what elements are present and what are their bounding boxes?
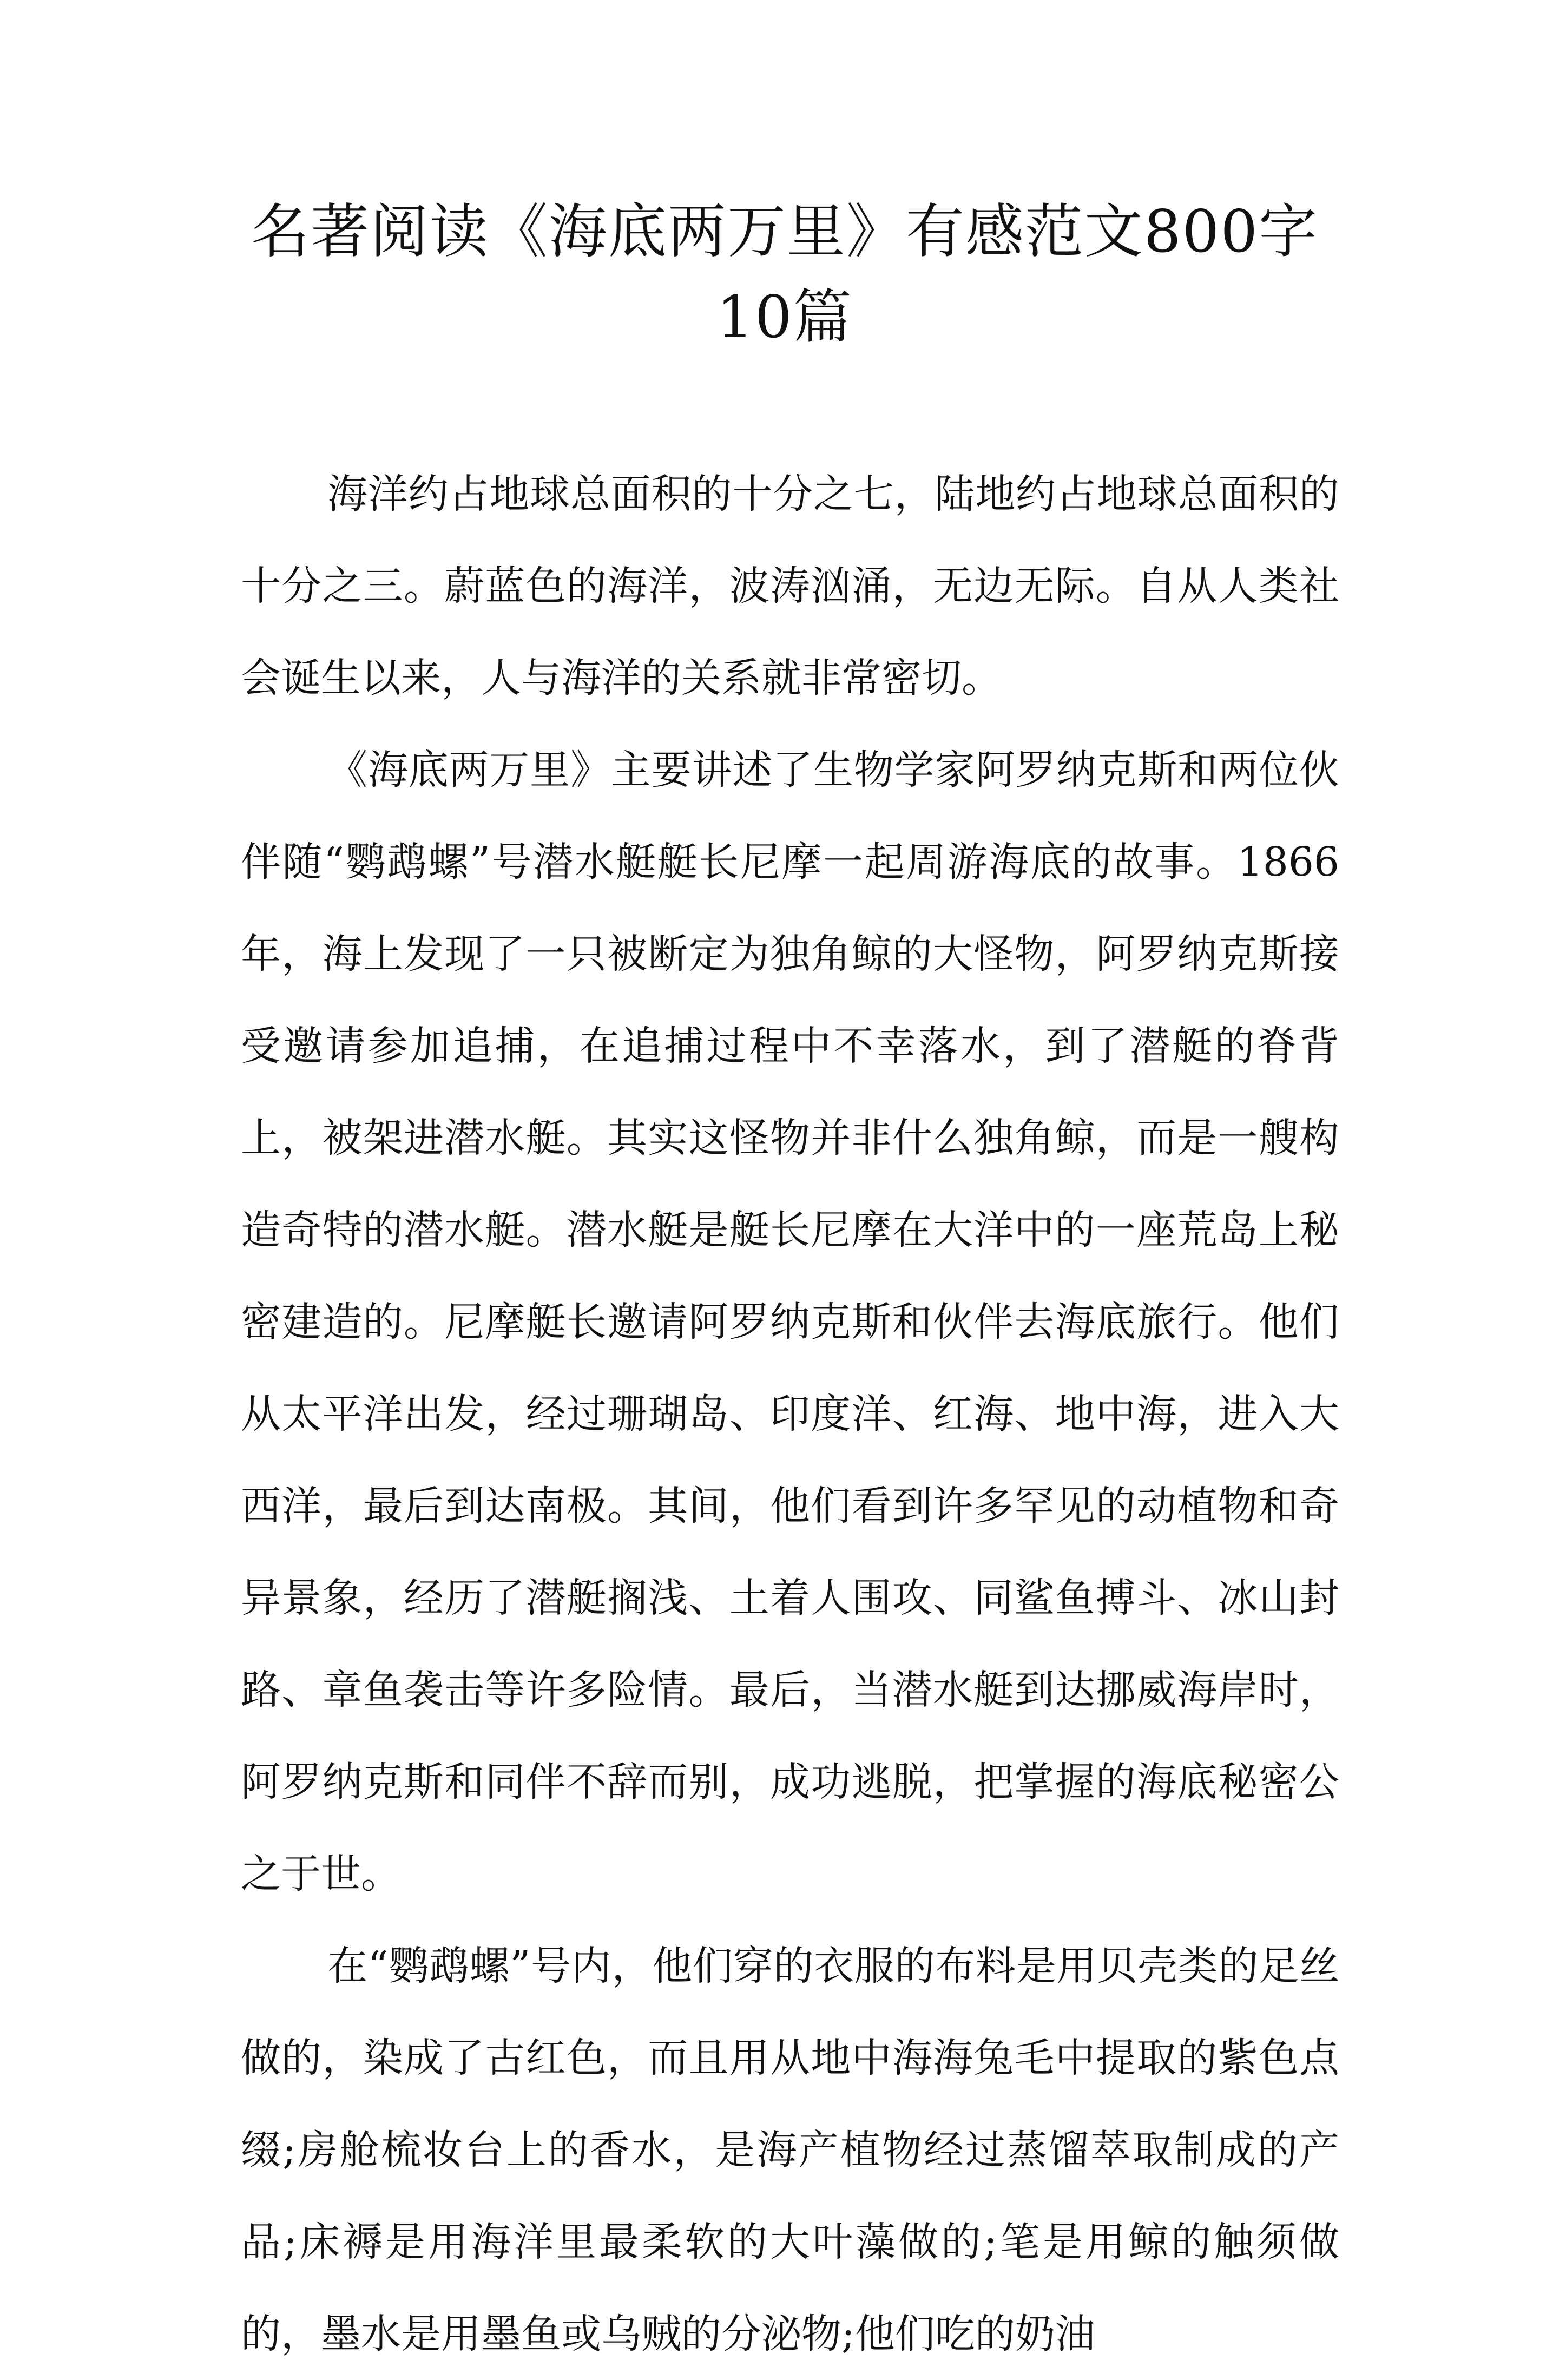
- document-title: 名著阅读《海底两万里》有感范文800字10篇: [251, 198, 1319, 351]
- paragraph-3: 在“鹦鹉螺”号内，他们穿的衣服的布料是用贝壳类的足丝做的，染成了古红色，而且用从地中海海兔毛中提取的紫色点缀;房舱梳妆台上的香水，是海产植物经过蒸馏萃取制成的产品;床褥是用海洋里最柔软的大叶藻做的;笔是用鲸的触须做的，墨水是用墨鱼或乌贼的分泌物;他们吃的奶油: [241, 1943, 1339, 2357]
- paragraph-2: 《海底两万里》主要讲述了生物学家阿罗纳克斯和两位伙伴随“鹦鹉螺”号潜水艇艇长尼摩一起周游海底的故事。1866年，海上发现了一只被断定为独角鲸的大怪物，阿罗纳克斯接受邀请参加追捕，在追捕过程中不幸落水，到了潜艇的脊背上，被架进潜水艇。其实这怪物并非什么独角鲸，而是一艘构造奇特的潜水艇。潜水艇是艇长尼摩在大洋中的一座荒岛上秘密建造的。尼摩艇长邀请阿罗纳克斯和伙伴去海底旅行。他们从太平洋出发，经过珊瑚岛、印度洋、红海、地中海，进入大西洋，最后到达南极。其间，他们看到许多罕见的动植物和奇异景象，经历了潜艇搁浅、土着人围攻、同鲨鱼搏斗、冰山封路、章鱼袭击等许多险情。最后，当潜水艇到达挪威海岸时，阿罗纳克斯和同伴不辞而别，成功逃脱，把掌握的海底秘密公之于世。: [241, 747, 1339, 1897]
- paragraph-1: 海洋约占地球总面积的十分之七，陆地约占地球总面积的十分之三。蔚蓝色的海洋，波涛汹涌，无边无际。自从人类社会诞生以来，人与海洋的关系就非常密切。: [241, 471, 1339, 701]
- document-body: [241, 448, 1339, 2380]
